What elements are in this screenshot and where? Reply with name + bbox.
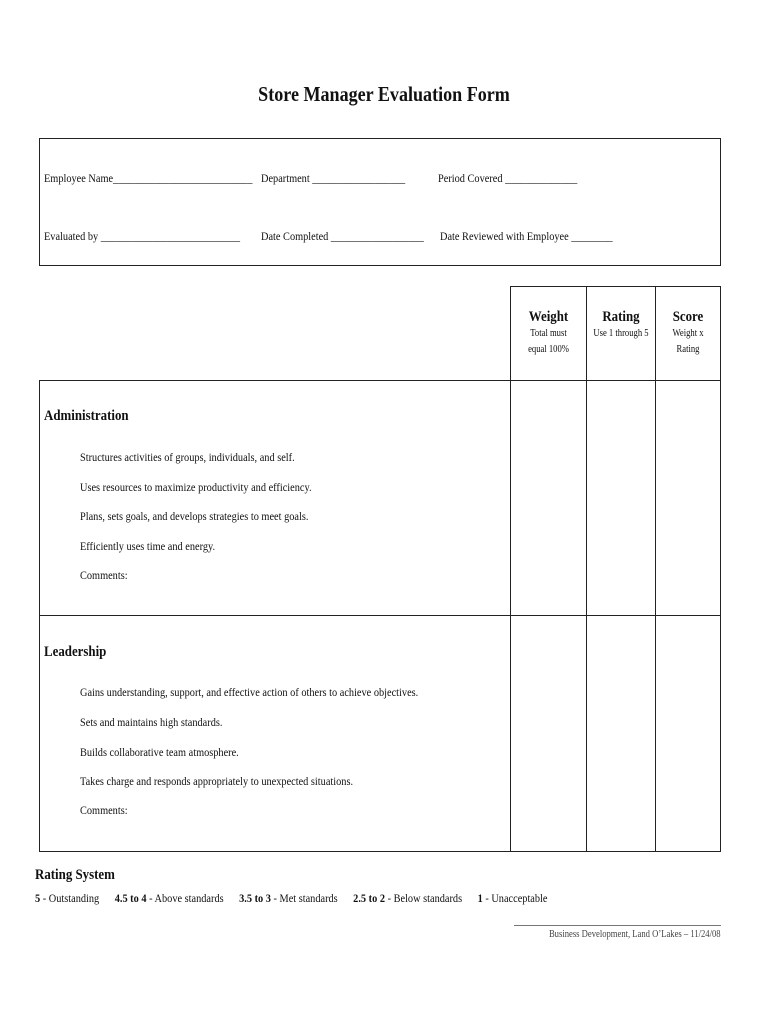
department-field[interactable]: Department __________________ [261, 171, 406, 185]
rating-level-2-5: 2.5 to 2 - Below standards [353, 891, 463, 905]
criteria-item: Uses resources to maximize productivity and efficiency. [80, 480, 312, 494]
evaluated-by-field[interactable]: Evaluated by ___________________________ [44, 229, 241, 243]
comments-label: Comments: [80, 803, 128, 817]
rating-level-5: 5 - Outstanding [35, 891, 100, 905]
divider-criteria-weight [510, 380, 511, 852]
criteria-item: Builds collaborative team atmosphere. [80, 745, 239, 759]
rating-level-4-5: 4.5 to 4 - Above standards [114, 891, 224, 905]
footer-rule [514, 925, 721, 926]
date-reviewed-field[interactable]: Date Reviewed with Employee ________ [440, 229, 613, 243]
criteria-item: Takes charge and responds appropriately to unexpected situations. [80, 774, 354, 788]
rating-system-title: Rating System [35, 867, 115, 883]
footer-text: Business Development, Land O’Lakes – 11/24/08 [549, 929, 721, 940]
rating-column-header: Rating Use 1 through 5 [593, 309, 649, 339]
employee-name-field[interactable]: Employee Name___________________________ [44, 171, 253, 185]
weight-column-header: Weight Total must equal 100% [528, 309, 569, 355]
rating-system-legend [35, 891, 631, 906]
period-covered-field[interactable]: Period Covered ______________ [438, 171, 578, 185]
section-divider [39, 615, 721, 616]
criteria-item: Structures activities of groups, individuals, and self. [80, 450, 295, 464]
criteria-item: Sets and maintains high standards. [80, 715, 223, 729]
rating-level-1: 1 - Unacceptable [477, 891, 548, 905]
employee-info-box [39, 138, 721, 266]
section-title-leadership: Leadership [44, 644, 107, 660]
comments-label: Comments: [80, 568, 128, 582]
rating-level-3-5: 3.5 to 3 - Met standards [239, 891, 338, 905]
criteria-item: Gains understanding, support, and effective action of others to achieve objectives. [80, 685, 419, 699]
score-column-header: Score Weight x Rating [672, 309, 704, 355]
section-title-administration: Administration [44, 408, 129, 424]
criteria-item: Efficiently uses time and energy. [80, 539, 216, 553]
criteria-item: Plans, sets goals, and develops strategies to meet goals. [80, 509, 309, 523]
date-completed-field[interactable]: Date Completed __________________ [261, 229, 424, 243]
form-title: Store Manager Evaluation Form [258, 82, 510, 106]
